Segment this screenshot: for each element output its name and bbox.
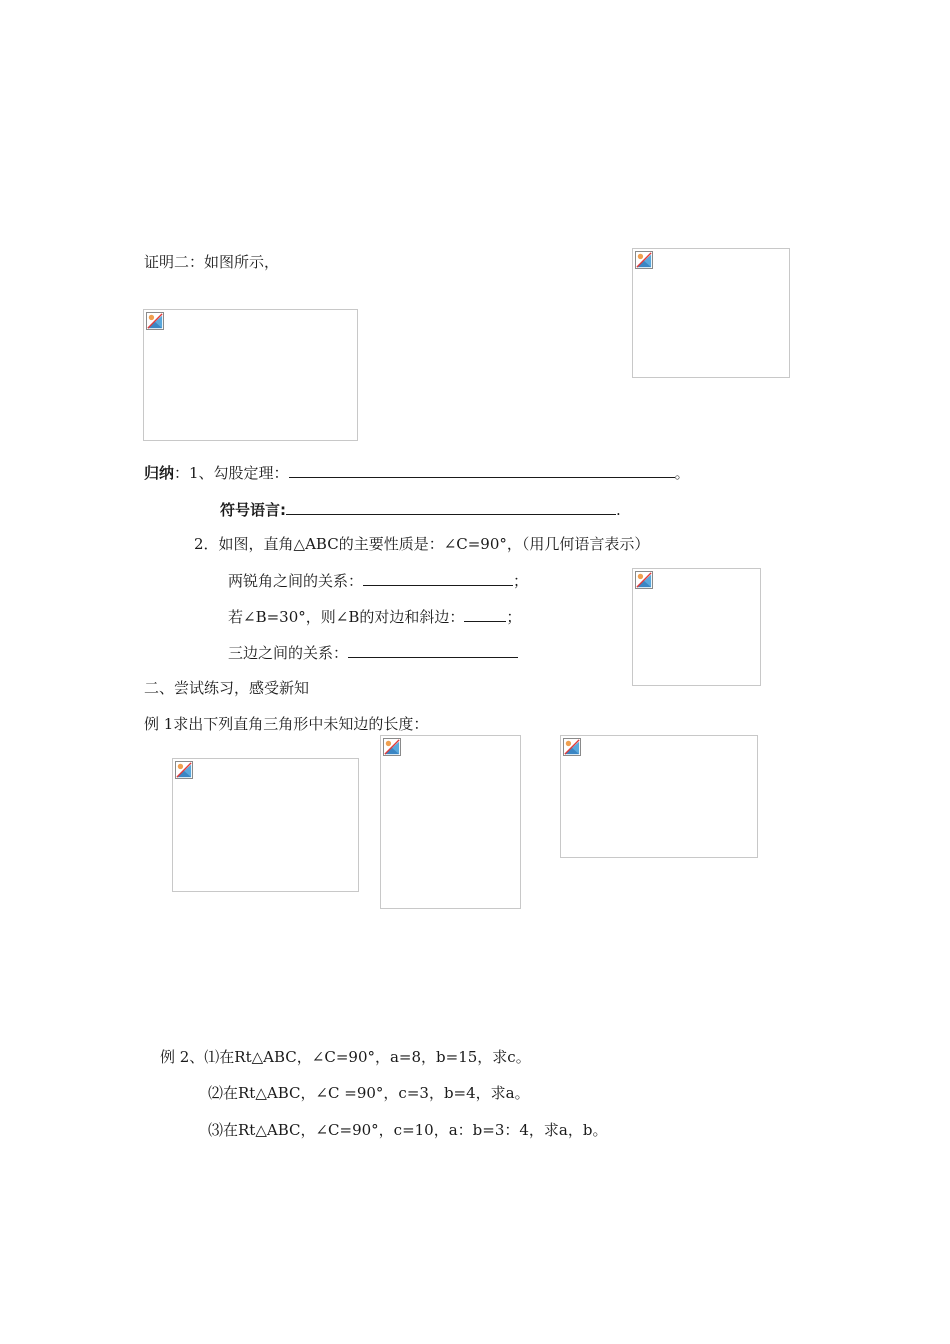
broken-image-icon [635,251,653,269]
example-1: 例 1求出下列直角三角形中未知边的长度： [144,715,429,733]
three-sides-relation [228,642,518,663]
figure-image [380,735,521,909]
answer-blank[interactable] [464,606,506,622]
summary-item1 [144,462,690,483]
example-2-item-2: ⑵在Rt△ABC，∠C =90°，c=3，b=4，求a。 [208,1084,530,1102]
answer-blank[interactable] [289,462,675,478]
figure-image [632,568,761,686]
period: . [616,501,621,519]
answer-blank[interactable] [348,642,518,658]
section-heading: 二、尝试练习，感受新知 [144,679,310,697]
example-2-item-3: ⑶在Rt△ABC，∠C=90°，c=10，a：b=3：4，求a，b。 [208,1121,608,1139]
figure-image [560,735,758,858]
example-2-item-1: 例 2、⑴在Rt△ABC，∠C=90°，a=8，b=15，求c。 [160,1048,531,1066]
broken-image-icon [383,738,401,756]
three-sides-label: 三边之间的关系： [228,644,349,662]
answer-blank[interactable] [363,570,513,586]
figure-image [172,758,359,892]
symbol-language-line [220,499,621,520]
acute-angle-label: 两锐角之间的关系： [228,572,364,590]
semicolon: ； [506,608,522,626]
broken-image-icon [175,761,193,779]
period: 。 [674,464,690,482]
right-triangle-properties: 2．如图，直角△ABC的主要性质是：∠C=90°，（用几何语言表示） [194,535,650,553]
broken-image-icon [563,738,581,756]
broken-image-icon [146,312,164,330]
figure-image [632,248,790,378]
answer-blank[interactable] [286,499,616,515]
angle-b-30-label: 若∠B=30°，则∠B的对边和斜边： [228,608,465,626]
semicolon: ； [513,572,529,590]
angle-b-30-relation [228,606,521,627]
figure-image [143,309,358,441]
summary-heading: 归纳 [144,464,175,482]
acute-angle-relation [228,570,528,591]
proof-two-label: 证明二：如图所示， [144,253,280,271]
broken-image-icon [635,571,653,589]
symbol-language-label: 符号语言: [220,501,286,519]
pythagorean-theorem-label: ：1、勾股定理： [174,464,289,482]
